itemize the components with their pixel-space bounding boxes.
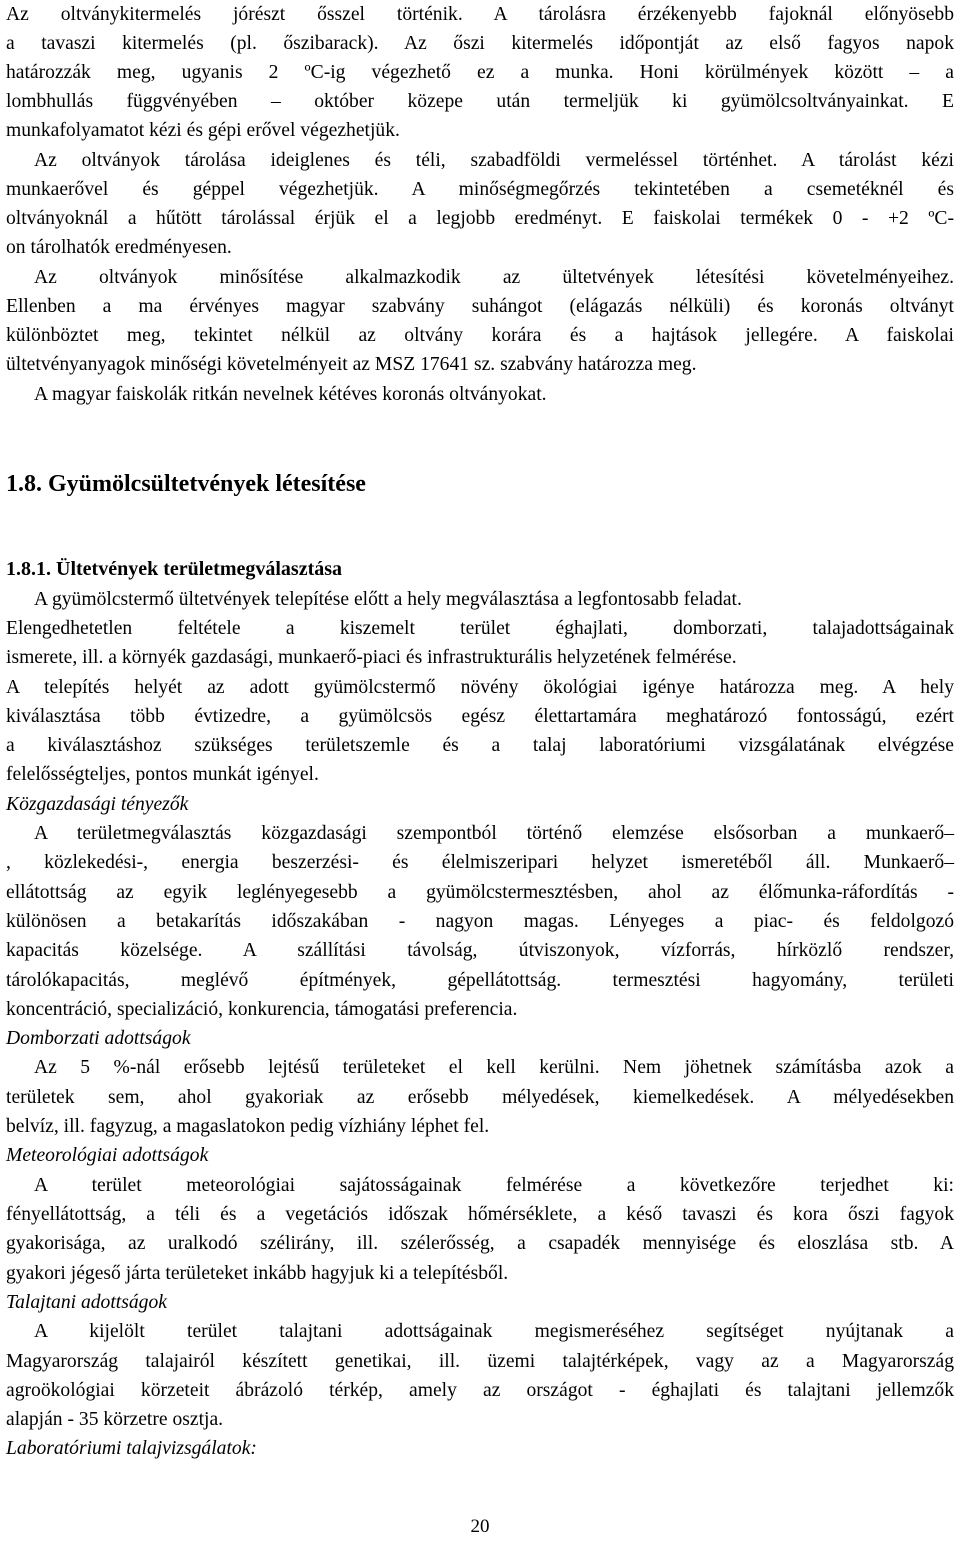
page-number: 20	[470, 1516, 490, 1537]
text-line: a tavaszi kitermelés (pl. őszibarack). Az őszi kitermelés időpontját az első fagyos napok	[6, 33, 954, 54]
text-line: különösen a betakarítás időszakában - nagyon magas. Lényeges a piac- és feldolgozó	[6, 911, 954, 932]
text-line: ismerete, ill. a környék gazdasági, munkaerő-piaci és infrastrukturális helyzetének felmérése.	[6, 647, 737, 668]
text-line: területek sem, ahol gyakoriak az erősebb mélyedések, kiemelkedések. A mélyedésekben	[6, 1087, 954, 1108]
text-line: A területmegválasztás közgazdasági szempontból történő elemzése elsősorban a munkaerő–	[34, 823, 954, 844]
text-line: határozzák meg, ugyanis 2 ºC-ig végezhető ez a munka. Honi körülmények között – a	[6, 62, 954, 83]
text-line: oltványoknál a hűtött tárolással érjük el a legjobb eredményt. E faiskolai termékek 0 - +2 ºC-	[6, 208, 954, 229]
text-line: Az 5 %-nál erősebb lejtésű területeket el kell kerülni. Nem jöhetnek számításba azok a	[34, 1057, 954, 1078]
text-line: kiválasztása több évtizedre, a gyümölcsös egész élettartamára meghatározó fontosságú, ezért	[6, 706, 954, 727]
italic-subheading: Laboratóriumi talajvizsgálatok:	[6, 1438, 257, 1459]
text-line: Az oltványok minősítése alkalmazkodik az ültetvények létesítési követelményeihez.	[34, 267, 954, 288]
text-line: munkaerővel és géppel végezhetjük. A minőségmegőrzés tekintetében a csemetéknél és	[6, 179, 954, 200]
text-line: A magyar faiskolák ritkán nevelnek kétéves koronás oltványokat.	[34, 384, 547, 405]
subsection-heading: 1.8.1. Ültetvények területmegválasztása	[6, 558, 343, 580]
text-line: agroökológiai körzeteit ábrázoló térkép, amely az országot - éghajlati és talajtani jellemzők	[6, 1380, 954, 1401]
italic-subheading: Domborzati adottságok	[6, 1028, 191, 1049]
text-line: Elengedhetetlen feltétele a kiszemelt terület éghajlati, domborzati, talajadottságainak	[6, 618, 954, 639]
text-line: a kiválasztáshoz szükséges területszemle és a talaj laboratóriumi vizsgálatának elvégzése	[6, 735, 954, 756]
italic-subheading: Közgazdasági tényezők	[6, 794, 189, 815]
text-line: koncentráció, specializáció, konkurencia, támogatási preferencia.	[6, 999, 518, 1020]
text-line: fényellátottság, a téli és a vegetációs időszak hőmérséklete, a késő tavaszi és kora őszi fagyok	[6, 1204, 954, 1225]
text-line: kapacitás közelsége. A szállítási távolság, útviszonyok, vízforrás, hírközlő rendszer,	[6, 940, 954, 961]
text-line: tárolókapacitás, meglévő építmények, gépellátottság. termesztési hagyomány, területi	[6, 970, 954, 991]
text-line: alapján - 35 körzetre osztja.	[6, 1409, 224, 1430]
text-line: A terület meteorológiai sajátosságainak felmérése a következőre terjedhet ki:	[34, 1175, 954, 1196]
text-line: Ellenben a ma érvényes magyar szabvány suhángot (elágazás nélküli) és koronás oltványt	[6, 296, 954, 317]
text-line: gyakorisága, az uralkodó szélirány, ill. szélerősség, a csapadék mennyisége és eloszlása stb. A	[6, 1233, 954, 1254]
section-heading: 1.8. Gyümölcsültetvények létesítése	[6, 471, 366, 497]
text-line: ellátottság az egyik leglényegesebb a gyümölcstermesztésben, ahol az élőmunka-ráfordítás -	[6, 882, 954, 903]
text-line: A gyümölcstermő ültetvények telepítése előtt a hely megválasztása a legfontosabb feladat.	[34, 589, 742, 610]
text-line: Az oltványkitermelés jórészt ősszel történik. A tárolásra érzékenyebb fajoknál előnyösebb	[6, 4, 954, 25]
text-line: felelősségteljes, pontos munkát igényel.	[6, 764, 319, 785]
text-line: gyakori jégeső járta területeket inkább hagyjuk ki a telepítésből.	[6, 1263, 509, 1284]
text-line: on tárolhatók eredményesen.	[6, 237, 232, 258]
text-line: Az oltványok tárolása ideiglenes és téli, szabadföldi vermeléssel történhet. A tárolást kézi	[34, 150, 954, 171]
text-line: ültetvényanyagok minőségi követelményeit az MSZ 17641 sz. szabvány határozza meg.	[6, 354, 697, 375]
text-line: A kijelölt terület talajtani adottságainak megismeréséhez segítséget nyújtanak a	[34, 1321, 954, 1342]
text-line: belvíz, ill. fagyzug, a magaslatokon pedig vízhiány léphet fel.	[6, 1116, 490, 1137]
text-line: Magyarország talajairól készített genetikai, ill. üzemi talajtérképek, vagy az a Magyarország	[6, 1351, 954, 1372]
text-line: A telepítés helyét az adott gyümölcstermő növény ökológiai igénye határozza meg. A hely	[6, 677, 954, 698]
italic-subheading: Meteorológiai adottságok	[6, 1145, 209, 1166]
text-line: , közlekedési-, energia beszerzési- és élelmiszeripari helyzet ismeretéből áll. Munkaerő–	[6, 852, 954, 873]
text-line: lombhullás függvényében – október közepe után termeljük ki gyümölcsoltványainkat. E	[6, 91, 954, 112]
text-line: munkafolyamatot kézi és gépi erővel végezhetjük.	[6, 120, 400, 141]
italic-subheading: Talajtani adottságok	[6, 1292, 167, 1313]
text-line: különböztet meg, tekintet nélkül az oltvány korára és a hajtások jellegére. A faiskolai	[6, 325, 954, 346]
